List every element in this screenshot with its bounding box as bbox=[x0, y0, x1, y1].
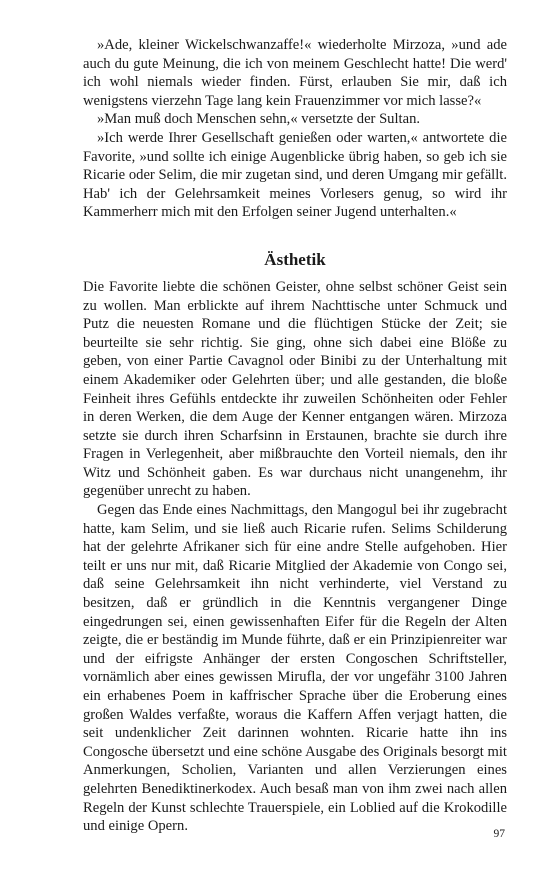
paragraph: Gegen das Ende eines Nachmittags, den Mangogul bei ihr zugebracht hatte, kam Selim, und sie ließ auch Ricarie rufen. Selims Schilderung hat der gelehrte Afrikaner sich für eine andre Stelle aufgehoben. Hier teilt er uns nur mit, daß Ricarie Mitglied der Akademie von Congo sei, daß seine Gelehrsamkeit ihn nicht verhinderte, viel Verstand zu besitzen, daß er gründlich in die Kenntnis vergangener Dinge eingedrungen sei, einen gewissenhaften Eifer für die Regeln der Alten zeigte, die er beständig im Munde führte, daß er ein Prinzipienreiter war und der eifrigste Anhänger der ersten Congoschen Schriftsteller, vornämlich aber eines gewissen Mirufla, der vor ungefähr 3100 Jahren ein erhabenes Poem in kaffrischer Sprache über die Eroberung eines großen Waldes verfaßte, woraus die Kaffern Affen verjagt hatten, die seit undenklicher Zeit darinnen wohnten. Ricarie hatte ihn ins Congosche übersetzt und eine schöne Ausgabe des Originals besorgt mit Anmerkungen, Scholien, Varianten und allen Verzierungen eines gelehrten Benediktinerkodex. Auch besaß man von ihm zwei nach allen Regeln der Kunst schlechte Trauerspiele, ein Loblied auf die Krokodille und einige Opern. bbox=[83, 502, 507, 835]
paragraph: »Ich werde Ihrer Gesellschaft genießen oder warten,« antwortete die Favorite, »und sollte ich einige Augenblicke übrig haben, so geb ich sie Ricarie oder Selim, die mir zugetan sind, und deren Umgang mir gefällt. Hab' ich der Gelehrsamkeit meines Vorlesers genug, so wird ihr Kammerherr mich mit den Erfolgen seiner Jugend unterhalten.« bbox=[83, 129, 507, 221]
page-text-block bbox=[83, 36, 507, 836]
section-heading: Ästhetik bbox=[264, 249, 326, 269]
paragraph: »Man muß doch Menschen sehn,« versetzte der Sultan. bbox=[97, 111, 421, 128]
page-number: 97 bbox=[493, 828, 505, 840]
paragraph: Die Favorite liebte die schönen Geister, ohne selbst schöner Geist sein zu wollen. Man erblickte auf ihrem Nachttische unter Schmuck und Putz die neuesten Romane und die flüchtigen Stücke der Zeit; sie beurteilte sie sehr richtig. Sie ging, ohne sich dabei eine Blöße zu geben, von einer Partie Cavagnol oder Binibi zu der Unterhaltung mit einem Akademiker oder Gelehrten über; und alle gestanden, die bloße Feinheit ihres Gefühls entdeckte ihr zuweilen Schönheiten oder Fehler in deren Werken, die dem Auge der Kenner entgangen wären. Mirzoza setzte sie durch ihren Scharfsinn in Erstaunen, brachte sie durch ihre Fragen in Verlegenheit, aber mißbrauchte den Vorteil niemals, den ihr Witz und Schönheit gaben. Es war durchaus nicht unangenehm, ihr gegenüber unrecht zu haben. bbox=[83, 278, 507, 500]
paragraph: »Ade, kleiner Wickelschwanzaffe!« wiederholte Mirzoza, »und ade auch du gute Meinung, die ich von meinem Geschlecht hatte! Die werd' ich wohl niemals wieder finden. Fürst, erlauben Sie mir, daß ich wenigstens vierzehn Tage lang kein Frauenzimmer vor mich lasse?« bbox=[83, 37, 507, 109]
